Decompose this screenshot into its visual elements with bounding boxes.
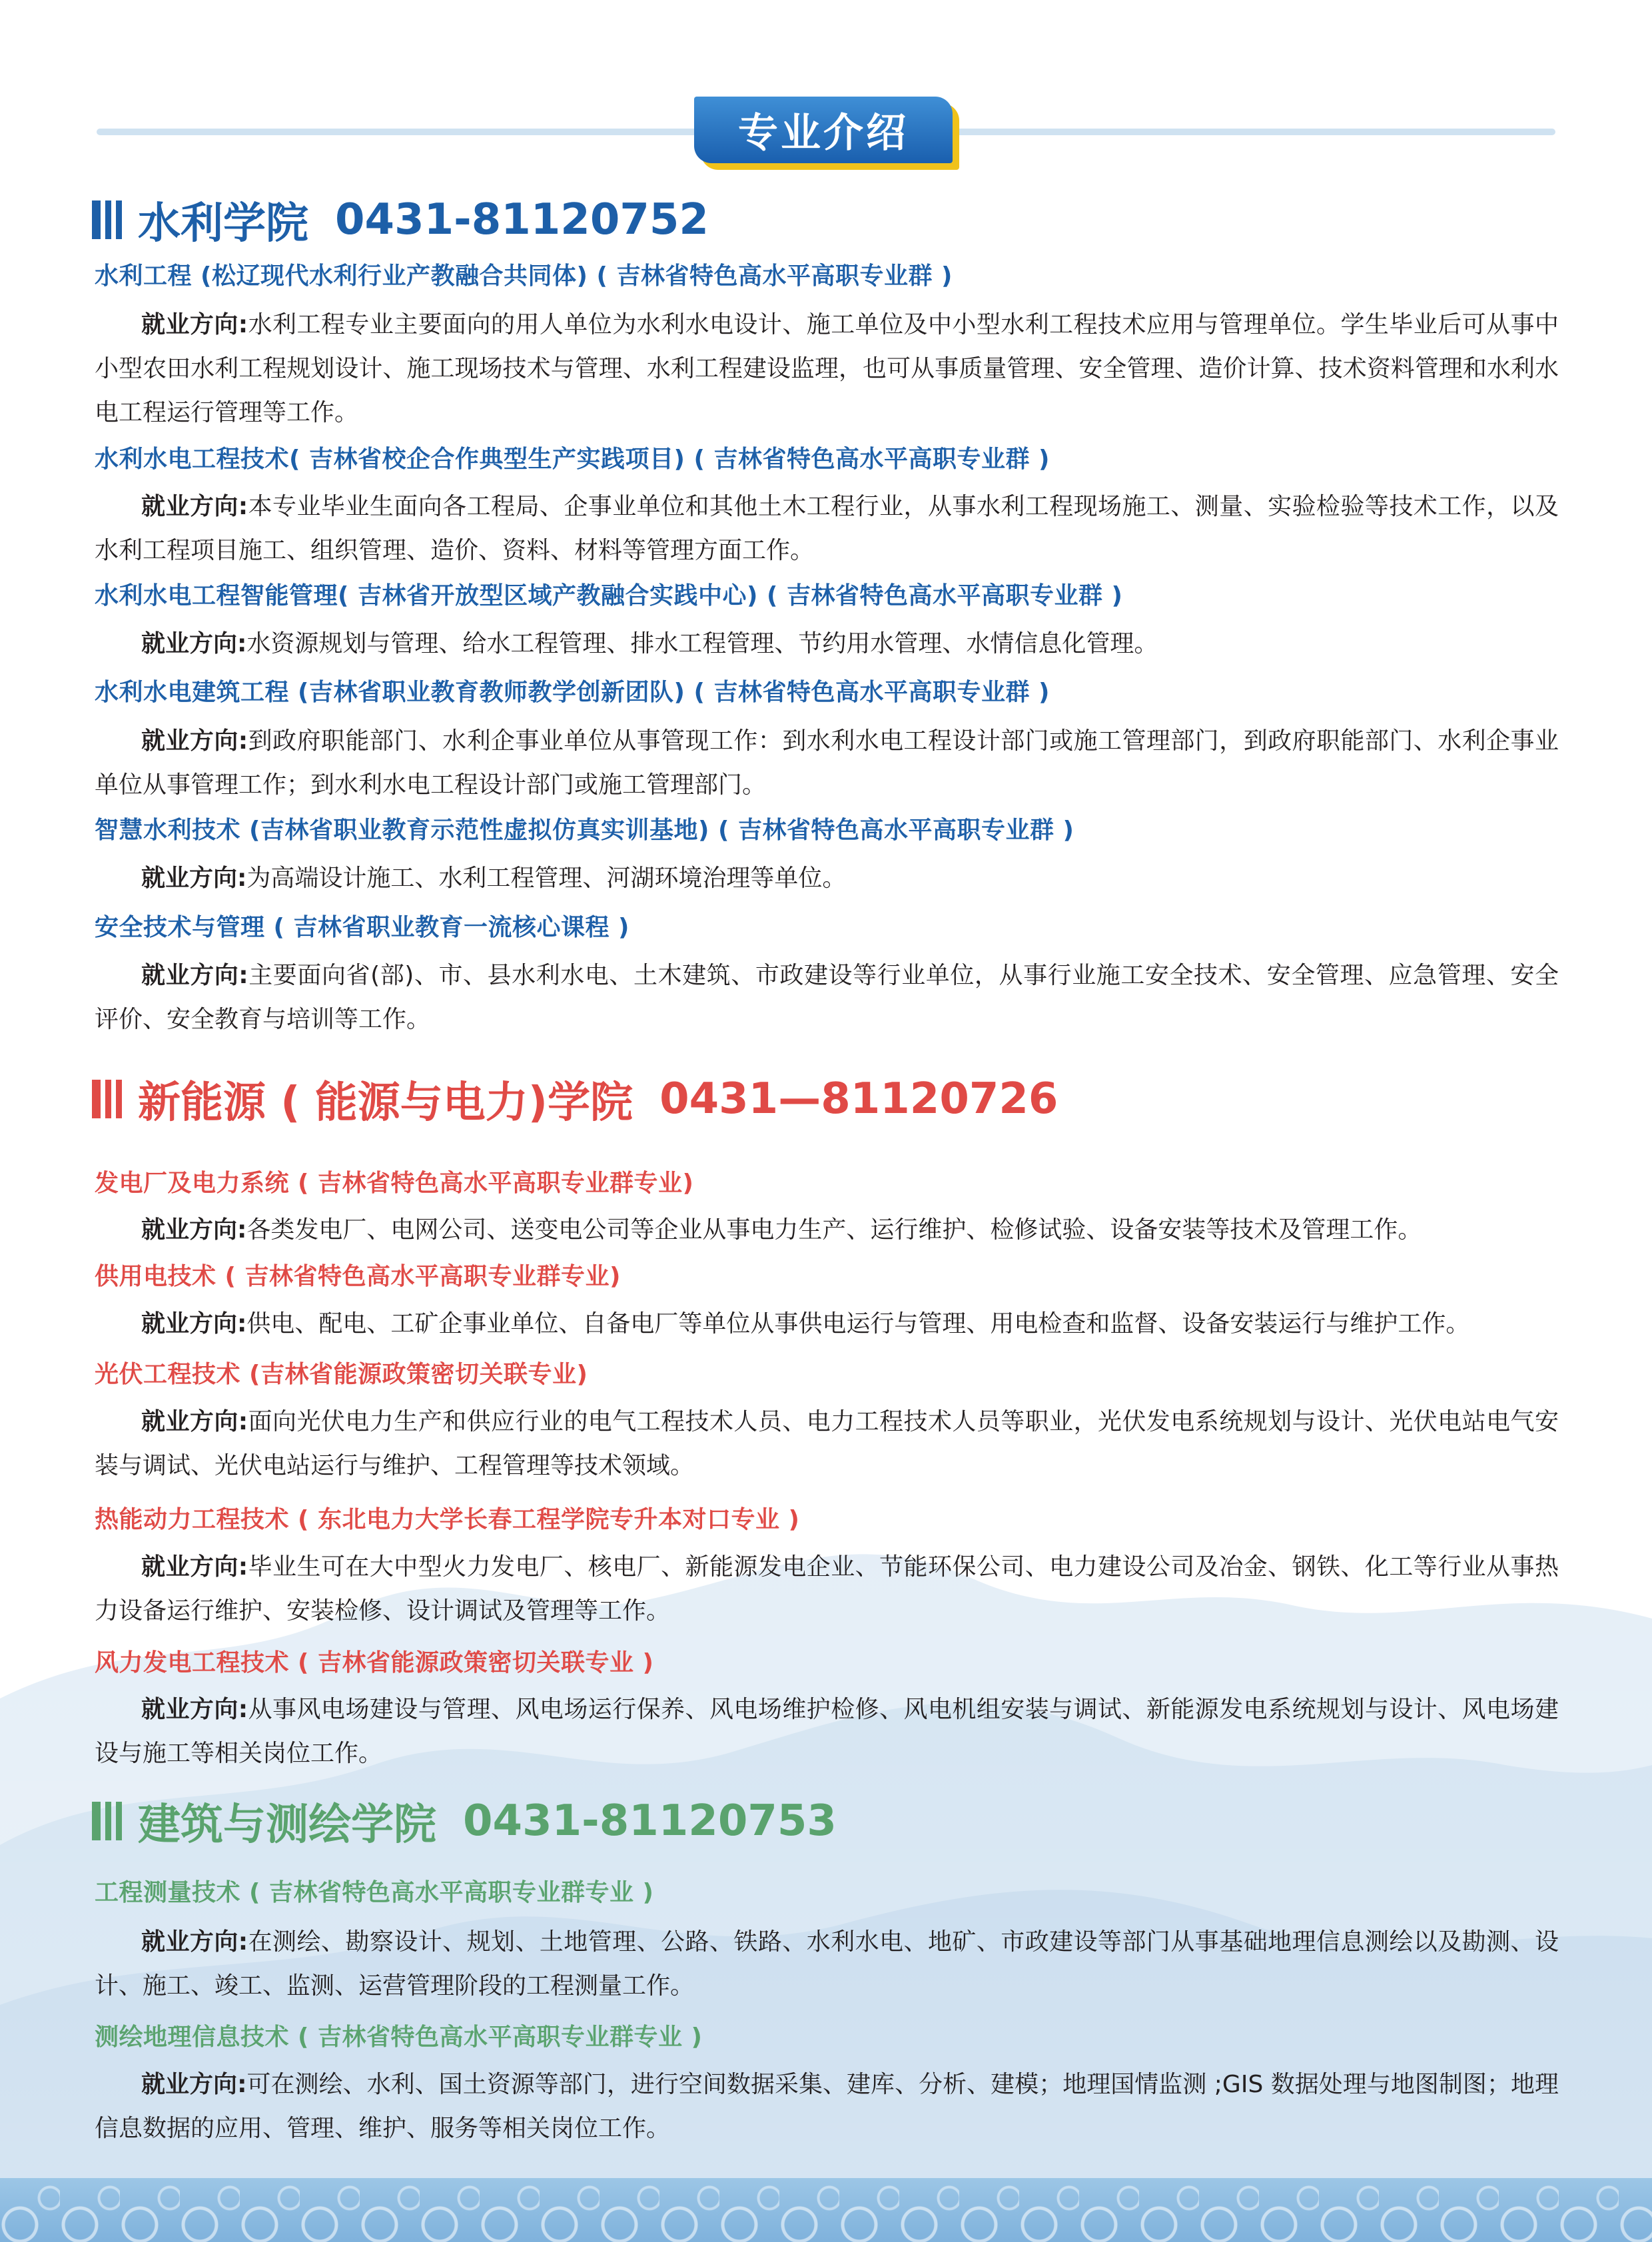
employment-label: 就业方向: bbox=[141, 1310, 247, 1337]
program-description: 就业方向:为高端设计施工、水利工程管理、河湖环境治理等单位。 bbox=[141, 865, 847, 892]
employment-label: 就业方向: bbox=[141, 493, 248, 520]
program-title: 热能动力工程技术 ( 东北电力大学长春工程学院专升本对口专业 ) bbox=[95, 1506, 800, 1533]
page-title: 专业介绍 bbox=[694, 97, 953, 163]
employment-label: 就业方向: bbox=[141, 1408, 248, 1435]
program-description: 就业方向:主要面向省(部)、市、县水利水电、土木建筑、市政建设等行业单位，从事行业施工安全技术、安全管理、应急管理、安全评价、安全教育与培训等工作。 bbox=[95, 962, 1559, 1033]
program-description: 就业方向:供电、配电、工矿企事业单位、自备电厂等单位从事供电运行与管理、用电检查和监督、设备安装运行与维护工作。 bbox=[141, 1310, 1470, 1337]
program-title: 水利水电建筑工程 (吉林省职业教育教师教学创新团队) ( 吉林省特色高水平高职专业群 ) bbox=[95, 679, 1050, 706]
employment-label: 就业方向: bbox=[141, 727, 248, 755]
program-title: 供用电技术 ( 吉林省特色高水平高职专业群专业) bbox=[95, 1263, 621, 1290]
program-description: 就业方向:本专业毕业生面向各工程局、企事业单位和其他土木工程行业，从事水利工程现场施工、测量、实验检验等技术工作，以及水利工程项目施工、组织管理、造价、资料、材料等管理方面工作。 bbox=[95, 493, 1559, 564]
program-description: 就业方向:可在测绘、水利、国土资源等部门，进行空间数据采集、建库、分析、建模；地理国情监测 ;GIS 数据处理与地图制图；地理信息数据的应用、管理、维护、服务等相关岗位工作。 bbox=[95, 2071, 1559, 2142]
employment-label: 就业方向: bbox=[141, 962, 248, 989]
employment-label: 就业方向: bbox=[141, 1216, 247, 1244]
program-description: 就业方向:从事风电场建设与管理、风电场运行保养、风电场维护检修、风电机组安装与调试、新能源发电系统规划与设计、风电场建设与施工等相关岗位工作。 bbox=[95, 1696, 1559, 1767]
section-name: 水利学院 bbox=[138, 199, 308, 248]
section-name: 建筑与测绘学院 bbox=[138, 1800, 436, 1850]
program-title: 智慧水利技术 (吉林省职业教育示范性虚拟仿真实训基地) ( 吉林省特色高水平高职专业群 ) bbox=[95, 817, 1074, 844]
employment-label: 就业方向: bbox=[141, 311, 248, 338]
section-name: 新能源 ( 能源与电力)学院 bbox=[138, 1078, 633, 1128]
employment-label: 就业方向: bbox=[141, 865, 247, 892]
program-description: 就业方向:到政府职能部门、水利企事业单位从事管现工作：到水利水电工程设计部门或施工管理部门，到政府职能部门、水利企事业单位从事管理工作；到水利水电工程设计部门或施工管理部门。 bbox=[95, 727, 1559, 799]
program-description: 就业方向:面向光伏电力生产和供应行业的电气工程技术人员、电力工程技术人员等职业，光伏发电系统规划与设计、光伏电站电气安装与调试、光伏电站运行与维护、工程管理等技术领域。 bbox=[95, 1408, 1559, 1479]
section-phone: 0431—81120726 bbox=[659, 1074, 1058, 1124]
program-description: 就业方向:在测绘、勘察设计、规划、土地管理、公路、铁路、水利水电、地矿、市政建设等部门从事基础地理信息测绘以及勘测、设计、施工、竣工、监测、运营管理阶段的工程测量工作。 bbox=[95, 1928, 1559, 2000]
program-title: 测绘地理信息技术 ( 吉林省特色高水平高职专业群专业 ) bbox=[95, 2024, 703, 2051]
section-bars-icon bbox=[92, 200, 122, 239]
section-phone: 0431-81120752 bbox=[335, 195, 709, 244]
section-phone: 0431-81120753 bbox=[463, 1796, 837, 1846]
program-title: 工程测量技术 ( 吉林省特色高水平高职专业群专业 ) bbox=[95, 1879, 654, 1906]
employment-label: 就业方向: bbox=[141, 1553, 248, 1581]
program-title: 发电厂及电力系统 ( 吉林省特色高水平高职专业群专业) bbox=[95, 1170, 694, 1197]
section-bars-icon bbox=[92, 1802, 122, 1840]
program-description: 就业方向:毕业生可在大中型火力发电厂、核电厂、新能源发电企业、节能环保公司、电力建设公司及冶金、钢铁、化工等行业从事热力设备运行维护、安装检修、设计调试及管理等工作。 bbox=[95, 1553, 1559, 1625]
program-description: 就业方向:水利工程专业主要面向的用人单位为水利水电设计、施工单位及中小型水利工程技术应用与管理单位。学生毕业后可从事中小型农田水利工程规划设计、施工现场技术与管理、水利工程建设监理，也可从事质量管理、安全管理、造价计算、技术资料管理和水利水电工程运行管理等工作。 bbox=[95, 311, 1559, 426]
employment-label: 就业方向: bbox=[141, 2071, 247, 2098]
employment-label: 就业方向: bbox=[141, 630, 247, 657]
section-header-architecture-surveying bbox=[92, 1791, 837, 1851]
employment-label: 就业方向: bbox=[141, 1696, 248, 1723]
section-header-water-conservancy bbox=[92, 190, 709, 250]
section-header-new-energy bbox=[92, 1069, 1058, 1129]
program-title: 水利工程 (松辽现代水利行业产教融合共同体) ( 吉林省特色高水平高职专业群 ) bbox=[95, 262, 953, 290]
program-title: 风力发电工程技术 ( 吉林省能源政策密切关联专业 ) bbox=[95, 1649, 654, 1677]
employment-label: 就业方向: bbox=[141, 1928, 248, 1956]
program-description: 就业方向:水资源规划与管理、给水工程管理、排水工程管理、节约用水管理、水情信息化管理。 bbox=[141, 630, 1158, 657]
program-title: 水利水电工程智能管理( 吉林省开放型区域产教融合实践中心) ( 吉林省特色高水平高职专业群 ) bbox=[95, 582, 1123, 609]
program-title: 水利水电工程技术( 吉林省校企合作典型生产实践项目) ( 吉林省特色高水平高职专业群 ) bbox=[95, 446, 1050, 473]
program-description: 就业方向:各类发电厂、电网公司、送变电公司等企业从事电力生产、运行维护、检修试验、设备安装等技术及管理工作。 bbox=[141, 1216, 1422, 1244]
section-bars-icon bbox=[92, 1080, 122, 1118]
program-title: 光伏工程技术 (吉林省能源政策密切关联专业) bbox=[95, 1361, 588, 1388]
program-title: 安全技术与管理 ( 吉林省职业教育一流核心课程 ) bbox=[95, 914, 630, 941]
